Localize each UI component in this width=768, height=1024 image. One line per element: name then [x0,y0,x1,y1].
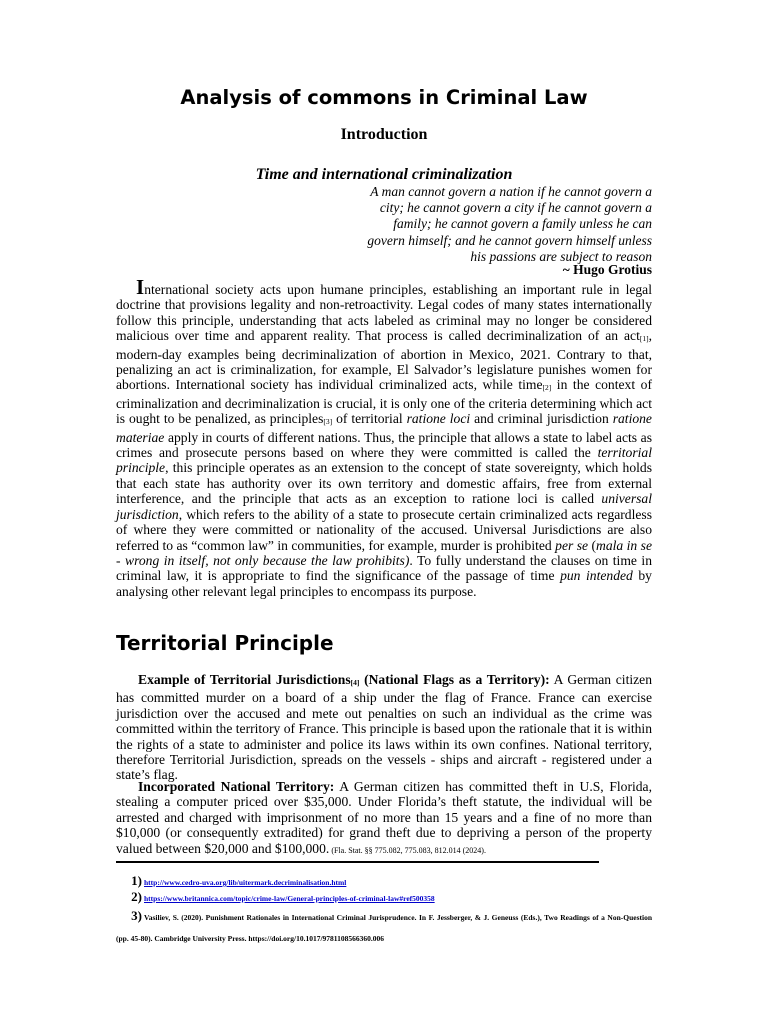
quote-line: A man cannot govern a nation if he cannot govern a [370,184,652,199]
footnote-ref-2[interactable]: [2] [542,383,552,393]
term-universal-jurisdiction: universal jurisdiction [116,491,652,522]
incorporated-territory-paragraph [116,779,652,858]
text-run: and criminal jurisdiction [470,411,613,427]
footnote-2 [116,890,652,905]
text-run: A German citizen has committed theft in U.S, Florida, stealing a computer priced over $35,000. Under Florida’s theft statute, the individual will be arrested and charged with imprisonment of no more than 15 years and a fine of no more than $10,000 (or consequently extradited) for grand theft due to depriving a person of the property valued between $20,000 and $100,000. [116,779,652,856]
footnote-link-1[interactable]: http://www.cedro-uva.org/lib/uitermark.decriminalisation.html [144,878,347,887]
footnote-number: 3) [131,908,142,923]
term-ratione-loci: ratione loci [406,411,471,427]
footnote-3 [116,906,652,949]
text-run: , which refers to the ability of a state to prosecute certain criminalized acts regardless of where they were committed or nationality of the accused. Universal Jurisdictions are also referred to as “common law” in communities, for example, murder is prohibited [116,506,652,553]
text-run: apply in courts of different nations. Thus, the principle that allows a state to label acts as crimes and prosecute persons based on where they were committed is called the [116,429,652,461]
term-territorial-principle: territorial principle [116,445,652,476]
drop-cap: I [136,275,145,299]
quote-line: city; he cannot govern a city if he cannot govern a [379,200,652,216]
statute-citation: (Fla. Stat. §§ 775.082, 775.083, 812.014 (2024). [329,845,486,855]
footnote-link-2[interactable]: https://www.britannica.com/topic/crime-law/General-principles-of-criminal-law#ref500358 [144,894,435,903]
footnote-divider [116,861,599,863]
text-run: by analysing other relevant legal principles to encompass its purpose. [116,568,652,599]
bold-lead: (National Flags as a Territory): [359,672,550,687]
bold-lead: Example of Territorial Jurisdictions [138,672,351,687]
text-run: . To fully understand the clauses on time in criminal law, it is appropriate to find the significance of the passage of time [116,552,652,584]
footnote-1 [116,874,652,889]
footnote-ref-4[interactable]: [4] [350,678,360,687]
quote-line: govern himself; and he cannot govern himself unless [367,232,652,248]
footnote-ref-1[interactable]: [1] [639,334,649,344]
term-mala-in-se: mala in se - wrong in itself, not only because the law prohibits) [116,537,652,568]
footnote-text: Vasiliev, S. (2020). Punishment Rationales in International Criminal Jurisprudence. In F. Jessberger, & J. Geneuss (Eds.), Two Readings of a Non-Question (pp. 45-80). Cambridge University Press. https://doi.org/10.1017/9781108566360.006 [116,913,652,943]
text-run: of territorial [332,411,407,427]
quote-line: his passions are subject to reason [470,248,652,264]
footnote-ref-3[interactable]: [3] [323,417,333,427]
text-run: A German citizen has committed murder on a board of a ship under the flag of France. France can exercise jurisdiction over the accused and mete out penalties on such an individual as the crime was committed within the territory of France. This principle is based upon the rationale that it is within the rights of a state to administer and police its laws within its own confines. National territory, therefore Territorial Jurisdiction, spreads on the vessels - ships and aircraft - registered under a state’s flag. [116,672,653,783]
footnote-number: 2) [131,889,142,904]
text-run: , this principle operates as an extension to the concept of state sovereignty, which holds that each state has authority over its own territory and domestic affairs, free from external interference, and the principle that acts as an exception to ratione loci is called [116,460,652,507]
intro-paragraph [116,275,652,599]
text-run: nternational society acts upon humane principles, establishing an important rule in legal doctrine that provisions legality and non-retroactivity. Legal codes of many states internationally follow this principle, understanding that acts labeled as criminal may no longer be considered malicious over time and apparent reality. That process is called decriminalization of an act [116,282,652,344]
text-run: , modern-day examples being decriminalization of abortion in Mexico, 2021. Contrary to that, penalizing an act is criminalization, for example, El Salvador’s legislature punishes women for abortions. International society has individual criminalized acts, while time [116,328,652,393]
subheading: Time and international criminalization [255,166,513,183]
document-title: Analysis of commons in Criminal Law [180,86,588,109]
term-pun-intended: pun intended [560,568,633,584]
territorial-example-paragraph [116,672,652,783]
section-heading-territorial-principle: Territorial Principle [116,631,334,655]
text-run: ( [588,537,597,553]
text-run: in the context of criminalization and decriminalization is crucial, it is only one of the criteria determining which act is ought to be penalized, as principles [116,377,652,427]
term-per-se: per se [555,537,589,553]
quote-line: family; he cannot govern a family unless he can [393,216,652,232]
bold-lead: Incorporated National Territory: [138,779,335,794]
section-heading-introduction: Introduction [340,126,428,143]
quote-author: ~ Hugo Grotius [562,262,652,277]
term-ratione-materiae: ratione materiae [116,411,652,445]
footnote-number: 1) [131,873,142,888]
epigraph-quote [346,184,652,265]
